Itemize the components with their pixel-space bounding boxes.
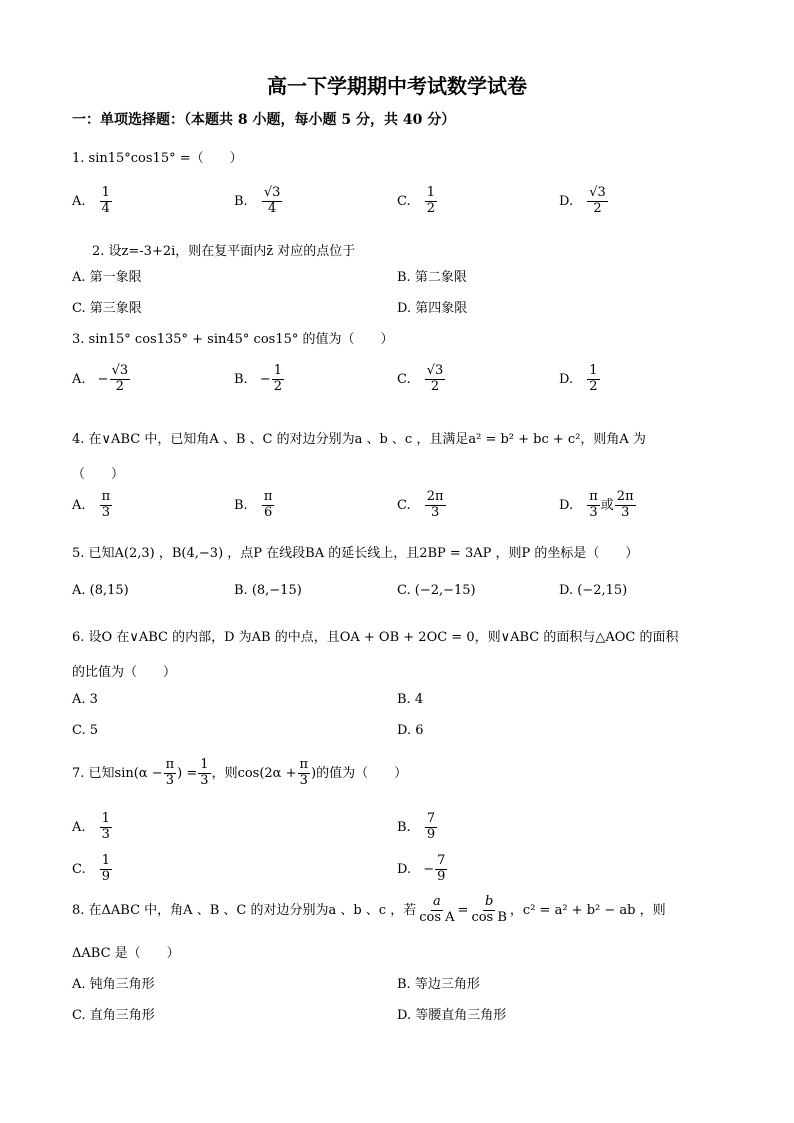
question-8-stem-cont: ΔABC 是（ ）	[72, 946, 180, 961]
fraction-denominator: 3	[431, 504, 440, 520]
fraction-denominator: 3	[101, 504, 111, 520]
fraction-denominator: 2	[593, 200, 602, 216]
fraction-denominator: 3	[299, 772, 308, 788]
fraction-denominator: cos A	[419, 909, 455, 925]
q7-option-b	[397, 812, 438, 843]
fraction-numerator: b	[485, 894, 494, 909]
q3-option-d	[559, 364, 601, 395]
minus-sign: −	[259, 371, 271, 387]
question-6-stem: 6. 设O 在∨ABC 的内部，D 为AB 的中点，且OA + OB + 2OC = 0，则∨ABC 的面积与△AOC 的面积	[72, 630, 679, 645]
option-label: B.	[397, 819, 411, 835]
fraction-numerator: √3	[426, 363, 444, 378]
question-7-stem	[72, 758, 407, 789]
option-label: D.	[559, 193, 574, 209]
question-2-stem: 2. 设z=-3+2i，则在复平面内z̄ 对应的点位于	[92, 244, 356, 259]
question-8-stem	[72, 895, 666, 926]
stem-text: ，则cos(2α +	[211, 765, 297, 781]
q5-option-d: D. (−2,15)	[559, 583, 628, 598]
fraction-numerator: 1	[273, 363, 283, 378]
question-4-stem-cont: （ ）	[72, 467, 125, 482]
q6-option-c: C. 5	[72, 723, 99, 738]
option-label: B.	[234, 371, 248, 387]
question-5-stem: 5. 已知A(2,3) ，B(4,−3) ，点P 在线段BA 的延长线上，且2BP = 3AP ，则P 的坐标是（ ）	[72, 546, 639, 561]
fraction-numerator: 2π	[616, 489, 634, 504]
fraction-numerator: 1	[101, 853, 111, 868]
fraction-denominator: 3	[589, 504, 598, 520]
q7-option-d	[397, 854, 448, 885]
q3-option-c	[397, 364, 446, 395]
fraction-denominator: 9	[101, 868, 111, 884]
fraction-denominator: 3	[200, 772, 209, 788]
option-label: A.	[72, 819, 86, 835]
fraction-denominator: 6	[263, 504, 273, 520]
q8-option-a: A. 钝角三角形	[72, 977, 155, 992]
option-label: A.	[72, 497, 86, 513]
equals-sign: =	[457, 902, 469, 918]
q8-option-d: D. 等腰直角三角形	[397, 1008, 507, 1023]
q7-option-a	[72, 812, 113, 843]
fraction-denominator: 9	[426, 826, 436, 842]
fraction-denominator: 2	[589, 378, 598, 394]
stem-text: ，c² = a² + b² − ab ，则	[509, 902, 666, 918]
fraction-numerator: 1	[426, 185, 436, 200]
fraction-denominator: cos B	[471, 909, 507, 925]
fraction-numerator: 2π	[426, 489, 444, 504]
q6-option-a: A. 3	[72, 692, 98, 707]
fraction-numerator: √3	[589, 185, 606, 200]
fraction-numerator: 1	[101, 185, 110, 200]
q5-option-c: C. (−2,−15)	[397, 583, 476, 598]
stem-text: ) =	[177, 765, 198, 781]
q3-option-a	[72, 364, 131, 395]
q1-option-c	[397, 186, 438, 217]
q2-option-d: D. 第四象限	[397, 301, 468, 316]
fraction-denominator: 4	[101, 200, 110, 216]
q6-option-b: B. 4	[397, 692, 424, 707]
question-4-stem: 4. 在∨ABC 中，已知角A 、B 、C 的对边分别为a 、b 、c ，且满足a² = b² + bc + c²，则角A 为	[72, 432, 646, 447]
q4-option-c	[397, 490, 447, 521]
option-label: B.	[234, 193, 248, 209]
q6-option-d: D. 6	[397, 723, 424, 738]
option-label: A.	[72, 371, 86, 387]
fraction-numerator: a	[433, 894, 441, 909]
fraction-denominator: 3	[101, 826, 110, 842]
option-label: C.	[397, 193, 411, 209]
fraction-numerator: π	[263, 489, 273, 504]
q2-option-b: B. 第二象限	[397, 270, 467, 285]
or-word: 或	[600, 497, 614, 513]
option-label: C.	[397, 371, 411, 387]
minus-sign: −	[97, 371, 109, 387]
question-6-stem-cont: 的比值为（ ）	[72, 665, 177, 680]
option-label: D.	[397, 861, 412, 877]
option-label: B.	[234, 497, 248, 513]
fraction-numerator: 7	[426, 811, 436, 826]
option-label: D.	[559, 371, 574, 387]
stem-text: 8. 在ΔABC 中，角A 、B 、C 的对边分别为a 、b 、c ，若	[72, 902, 417, 918]
q7-option-c	[72, 854, 113, 885]
fraction-denominator: 2	[426, 200, 436, 216]
q8-option-c: C. 直角三角形	[72, 1008, 155, 1023]
fraction-numerator: π	[165, 757, 175, 772]
option-label: C.	[397, 497, 411, 513]
q5-option-a: A. (8,15)	[72, 583, 129, 598]
fraction-denominator: 2	[430, 378, 440, 394]
fraction-numerator: 1	[200, 757, 209, 772]
q5-option-b: B. (8,−15)	[234, 583, 302, 598]
q4-option-b	[234, 490, 275, 521]
fraction-denominator: 4	[267, 200, 277, 216]
q1-option-a	[72, 186, 113, 217]
option-label: C.	[72, 861, 86, 877]
question-1-stem: 1. sin15°cos15° =（ ）	[72, 151, 243, 166]
fraction-numerator: 7	[437, 853, 446, 868]
minus-sign: −	[423, 861, 435, 877]
fraction-numerator: √3	[263, 185, 281, 200]
fraction-denominator: 9	[437, 868, 446, 884]
option-label: D.	[559, 497, 574, 513]
section-heading: 一：单项选择题：（本题共 8 小题，每小题 5 分，共 40 分）	[72, 112, 456, 128]
q2-option-a: A. 第一象限	[72, 270, 142, 285]
fraction-numerator: 1	[101, 811, 110, 826]
fraction-numerator: π	[101, 489, 111, 504]
fraction-numerator: 1	[589, 363, 598, 378]
q1-option-d	[559, 186, 609, 217]
fraction-numerator: π	[299, 757, 309, 772]
q2-option-c: C. 第三象限	[72, 301, 142, 316]
q4-option-a	[72, 490, 113, 521]
fraction-denominator: 3	[621, 504, 630, 520]
question-3-stem: 3. sin15° cos135° + sin45° cos15° 的值为（ ）	[72, 332, 394, 347]
fraction-numerator: π	[589, 489, 598, 504]
q8-option-b: B. 等边三角形	[397, 977, 480, 992]
fraction-denominator: 2	[115, 378, 124, 394]
fraction-denominator: 2	[273, 378, 283, 394]
stem-text: 7. 已知sin(α −	[72, 765, 163, 781]
q1-option-b	[234, 186, 283, 217]
q4-option-d	[559, 490, 637, 521]
q3-option-b	[234, 364, 285, 395]
fraction-denominator: 3	[165, 772, 175, 788]
page-title: 高一下学期期中考试数学试卷	[267, 74, 527, 98]
stem-text: )的值为（ ）	[311, 765, 408, 781]
option-label: A.	[72, 193, 86, 209]
fraction-numerator: √3	[111, 363, 129, 378]
